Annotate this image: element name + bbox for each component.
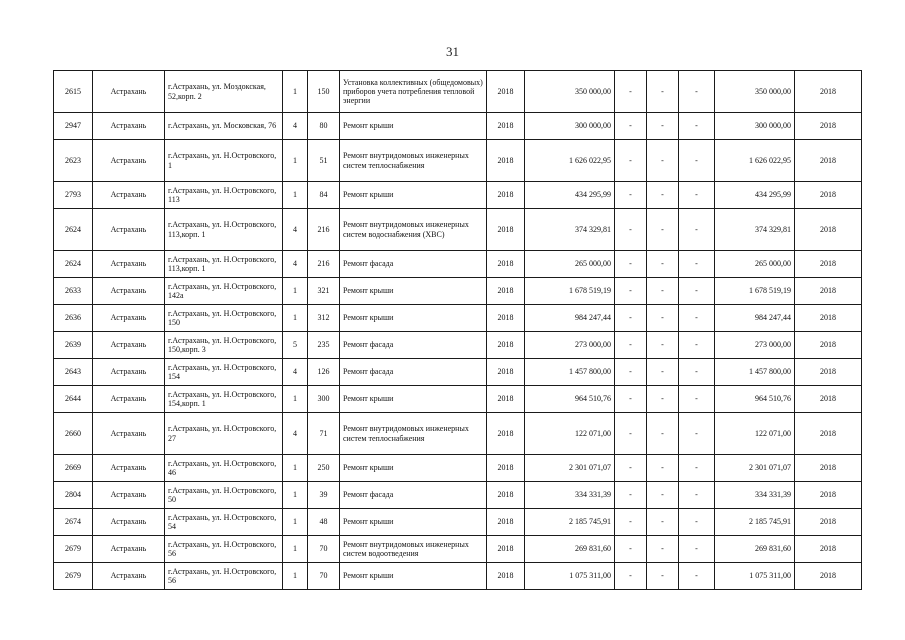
city-cell: Астрахань [93,71,165,113]
dash-cell: - [647,413,679,455]
year-cell: 2018 [487,509,525,536]
year-cell: 2018 [487,563,525,590]
dash-cell: - [679,386,715,413]
dash-cell: - [615,386,647,413]
address-cell: г.Астрахань, ул. Н.Островского, 27 [165,413,283,455]
row-id-cell: 2624 [54,251,93,278]
table-row [54,182,862,209]
page-number: 31 [446,44,459,59]
row-id-cell: 2615 [54,71,93,113]
address-cell: г.Астрахань, ул. Н.Островского, 113 [165,182,283,209]
total-cost-cell: 2 301 071,07 [715,455,795,482]
table-row [54,209,862,251]
dash-cell: - [615,71,647,113]
finish-year-cell: 2018 [795,563,862,590]
apartments-cell: 80 [308,113,340,140]
work-type-cell: Ремонт крыши [340,113,487,140]
total-cost-cell: 964 510,76 [715,386,795,413]
floors-cell: 1 [283,140,308,182]
dash-cell: - [615,413,647,455]
floors-cell: 4 [283,413,308,455]
work-type-cell: Установка коллективных (общедомовых) приборов учета потребления тепловой энергии [340,71,487,113]
apartments-cell: 216 [308,251,340,278]
apartments-cell: 300 [308,386,340,413]
apartments-cell: 51 [308,140,340,182]
table-row [54,482,862,509]
total-cost-cell: 984 247,44 [715,305,795,332]
total-cost-cell: 269 831,60 [715,536,795,563]
row-id-cell: 2639 [54,332,93,359]
city-cell: Астрахань [93,113,165,140]
apartments-cell: 312 [308,305,340,332]
address-cell: г.Астрахань, ул. Н.Островского, 154,корп. 1 [165,386,283,413]
floors-cell: 1 [283,455,308,482]
floors-cell: 1 [283,536,308,563]
table-row [54,413,862,455]
work-type-cell: Ремонт внутридомовых инженерных систем водоснабжения (ХВС) [340,209,487,251]
work-type-cell: Ремонт фасада [340,332,487,359]
dash-cell: - [679,332,715,359]
work-type-cell: Ремонт внутридомовых инженерных систем водоотведения [340,536,487,563]
address-cell: г.Астрахань, ул. Н.Островского, 56 [165,536,283,563]
city-cell: Астрахань [93,482,165,509]
table-row [54,386,862,413]
finish-year-cell: 2018 [795,182,862,209]
address-cell: г.Астрахань, ул. Моздокская, 52,корп. 2 [165,71,283,113]
row-id-cell: 2624 [54,209,93,251]
dash-cell: - [615,536,647,563]
apartments-cell: 71 [308,413,340,455]
finish-year-cell: 2018 [795,386,862,413]
dash-cell: - [647,305,679,332]
dash-cell: - [615,182,647,209]
dash-cell: - [615,359,647,386]
row-id-cell: 2643 [54,359,93,386]
cost-cell: 269 831,60 [525,536,615,563]
row-id-cell: 2674 [54,509,93,536]
work-type-cell: Ремонт внутридомовых инженерных систем теплоснабжения [340,413,487,455]
dash-cell: - [679,482,715,509]
table-row [54,113,862,140]
total-cost-cell: 350 000,00 [715,71,795,113]
cost-cell: 984 247,44 [525,305,615,332]
row-id-cell: 2669 [54,455,93,482]
apartments-cell: 39 [308,482,340,509]
dash-cell: - [647,509,679,536]
total-cost-cell: 434 295,99 [715,182,795,209]
dash-cell: - [679,536,715,563]
finish-year-cell: 2018 [795,455,862,482]
finish-year-cell: 2018 [795,482,862,509]
year-cell: 2018 [487,386,525,413]
city-cell: Астрахань [93,182,165,209]
dash-cell: - [679,455,715,482]
table-body [54,71,862,590]
address-cell: г.Астрахань, ул. Н.Островского, 150 [165,305,283,332]
year-cell: 2018 [487,182,525,209]
dash-cell: - [615,305,647,332]
floors-cell: 1 [283,386,308,413]
row-id-cell: 2679 [54,563,93,590]
city-cell: Астрахань [93,359,165,386]
apartments-cell: 216 [308,209,340,251]
table-row [54,251,862,278]
work-type-cell: Ремонт фасада [340,482,487,509]
year-cell: 2018 [487,455,525,482]
city-cell: Астрахань [93,251,165,278]
row-id-cell: 2636 [54,305,93,332]
dash-cell: - [647,536,679,563]
work-type-cell: Ремонт фасада [340,359,487,386]
floors-cell: 4 [283,113,308,140]
finish-year-cell: 2018 [795,536,862,563]
row-id-cell: 2804 [54,482,93,509]
cost-cell: 1 075 311,00 [525,563,615,590]
row-id-cell: 2633 [54,278,93,305]
cost-cell: 2 301 071,07 [525,455,615,482]
floors-cell: 1 [283,482,308,509]
work-type-cell: Ремонт внутридомовых инженерных систем теплоснабжения [340,140,487,182]
dash-cell: - [679,509,715,536]
total-cost-cell: 1 626 022,95 [715,140,795,182]
dash-cell: - [615,209,647,251]
dash-cell: - [647,332,679,359]
address-cell: г.Астрахань, ул. Н.Островского, 154 [165,359,283,386]
cost-cell: 1 678 519,19 [525,278,615,305]
total-cost-cell: 2 185 745,91 [715,509,795,536]
year-cell: 2018 [487,359,525,386]
year-cell: 2018 [487,278,525,305]
dash-cell: - [679,278,715,305]
apartments-cell: 235 [308,332,340,359]
cost-cell: 300 000,00 [525,113,615,140]
city-cell: Астрахань [93,209,165,251]
row-id-cell: 2644 [54,386,93,413]
work-type-cell: Ремонт крыши [340,563,487,590]
year-cell: 2018 [487,482,525,509]
address-cell: г.Астрахань, ул. Н.Островского, 113,корп. 1 [165,251,283,278]
total-cost-cell: 374 329,81 [715,209,795,251]
floors-cell: 4 [283,209,308,251]
year-cell: 2018 [487,305,525,332]
city-cell: Астрахань [93,563,165,590]
apartments-cell: 321 [308,278,340,305]
dash-cell: - [679,305,715,332]
year-cell: 2018 [487,113,525,140]
city-cell: Астрахань [93,509,165,536]
dash-cell: - [615,509,647,536]
dash-cell: - [679,563,715,590]
address-cell: г.Астрахань, ул. Н.Островского, 56 [165,563,283,590]
dash-cell: - [647,140,679,182]
finish-year-cell: 2018 [795,332,862,359]
floors-cell: 1 [283,182,308,209]
cost-cell: 434 295,99 [525,182,615,209]
table-row [54,536,862,563]
year-cell: 2018 [487,140,525,182]
table-row [54,71,862,113]
table-row [54,359,862,386]
row-id-cell: 2793 [54,182,93,209]
cost-cell: 964 510,76 [525,386,615,413]
row-id-cell: 2660 [54,413,93,455]
total-cost-cell: 1 075 311,00 [715,563,795,590]
table-row [54,455,862,482]
city-cell: Астрахань [93,455,165,482]
dash-cell: - [647,209,679,251]
dash-cell: - [615,332,647,359]
floors-cell: 1 [283,305,308,332]
dash-cell: - [647,482,679,509]
dash-cell: - [679,140,715,182]
address-cell: г.Астрахань, ул. Н.Островского, 142а [165,278,283,305]
dash-cell: - [647,278,679,305]
year-cell: 2018 [487,251,525,278]
cost-cell: 1 457 800,00 [525,359,615,386]
apartments-cell: 70 [308,563,340,590]
dash-cell: - [679,71,715,113]
work-type-cell: Ремонт крыши [340,305,487,332]
total-cost-cell: 300 000,00 [715,113,795,140]
apartments-cell: 126 [308,359,340,386]
cost-cell: 350 000,00 [525,71,615,113]
cost-cell: 334 331,39 [525,482,615,509]
row-id-cell: 2679 [54,536,93,563]
city-cell: Астрахань [93,305,165,332]
finish-year-cell: 2018 [795,209,862,251]
dash-cell: - [647,386,679,413]
cost-cell: 273 000,00 [525,332,615,359]
city-cell: Астрахань [93,332,165,359]
finish-year-cell: 2018 [795,278,862,305]
dash-cell: - [615,482,647,509]
floors-cell: 1 [283,71,308,113]
apartments-cell: 250 [308,455,340,482]
row-id-cell: 2623 [54,140,93,182]
table-row [54,509,862,536]
dash-cell: - [615,251,647,278]
cost-cell: 265 000,00 [525,251,615,278]
work-type-cell: Ремонт крыши [340,386,487,413]
work-type-cell: Ремонт крыши [340,455,487,482]
address-cell: г.Астрахань, ул. Н.Островского, 1 [165,140,283,182]
dash-cell: - [615,278,647,305]
finish-year-cell: 2018 [795,251,862,278]
dash-cell: - [679,413,715,455]
table-row [54,332,862,359]
dash-cell: - [647,359,679,386]
work-type-cell: Ремонт крыши [340,278,487,305]
dash-cell: - [679,209,715,251]
floors-cell: 1 [283,509,308,536]
city-cell: Астрахань [93,140,165,182]
row-id-cell: 2947 [54,113,93,140]
dash-cell: - [615,113,647,140]
finish-year-cell: 2018 [795,140,862,182]
dash-cell: - [647,455,679,482]
address-cell: г.Астрахань, ул. Н.Островского, 54 [165,509,283,536]
floors-cell: 4 [283,251,308,278]
floors-cell: 1 [283,278,308,305]
cost-cell: 122 071,00 [525,413,615,455]
capital-repair-table [53,70,862,590]
dash-cell: - [679,113,715,140]
apartments-cell: 48 [308,509,340,536]
year-cell: 2018 [487,536,525,563]
dash-cell: - [679,359,715,386]
dash-cell: - [647,113,679,140]
floors-cell: 5 [283,332,308,359]
dash-cell: - [679,251,715,278]
address-cell: г.Астрахань, ул. Н.Островского, 150,корп. 3 [165,332,283,359]
floors-cell: 4 [283,359,308,386]
apartments-cell: 84 [308,182,340,209]
year-cell: 2018 [487,209,525,251]
table-row [54,305,862,332]
total-cost-cell: 1 457 800,00 [715,359,795,386]
address-cell: г.Астрахань, ул. Н.Островского, 50 [165,482,283,509]
cost-cell: 1 626 022,95 [525,140,615,182]
work-type-cell: Ремонт крыши [340,182,487,209]
table-row [54,563,862,590]
city-cell: Астрахань [93,413,165,455]
work-type-cell: Ремонт крыши [340,509,487,536]
dash-cell: - [615,563,647,590]
year-cell: 2018 [487,71,525,113]
finish-year-cell: 2018 [795,413,862,455]
address-cell: г.Астрахань, ул. Московская, 76 [165,113,283,140]
city-cell: Астрахань [93,386,165,413]
apartments-cell: 70 [308,536,340,563]
address-cell: г.Астрахань, ул. Н.Островского, 46 [165,455,283,482]
city-cell: Астрахань [93,536,165,563]
city-cell: Астрахань [93,278,165,305]
apartments-cell: 150 [308,71,340,113]
finish-year-cell: 2018 [795,305,862,332]
floors-cell: 1 [283,563,308,590]
finish-year-cell: 2018 [795,509,862,536]
year-cell: 2018 [487,413,525,455]
finish-year-cell: 2018 [795,113,862,140]
total-cost-cell: 122 071,00 [715,413,795,455]
table-row [54,278,862,305]
dash-cell: - [615,455,647,482]
dash-cell: - [647,251,679,278]
dash-cell: - [679,182,715,209]
total-cost-cell: 334 331,39 [715,482,795,509]
total-cost-cell: 273 000,00 [715,332,795,359]
year-cell: 2018 [487,332,525,359]
dash-cell: - [647,71,679,113]
total-cost-cell: 1 678 519,19 [715,278,795,305]
table-row [54,140,862,182]
cost-cell: 374 329,81 [525,209,615,251]
dash-cell: - [647,563,679,590]
dash-cell: - [615,140,647,182]
dash-cell: - [647,182,679,209]
finish-year-cell: 2018 [795,359,862,386]
work-type-cell: Ремонт фасада [340,251,487,278]
address-cell: г.Астрахань, ул. Н.Островского, 113,корп. 1 [165,209,283,251]
cost-cell: 2 185 745,91 [525,509,615,536]
finish-year-cell: 2018 [795,71,862,113]
total-cost-cell: 265 000,00 [715,251,795,278]
